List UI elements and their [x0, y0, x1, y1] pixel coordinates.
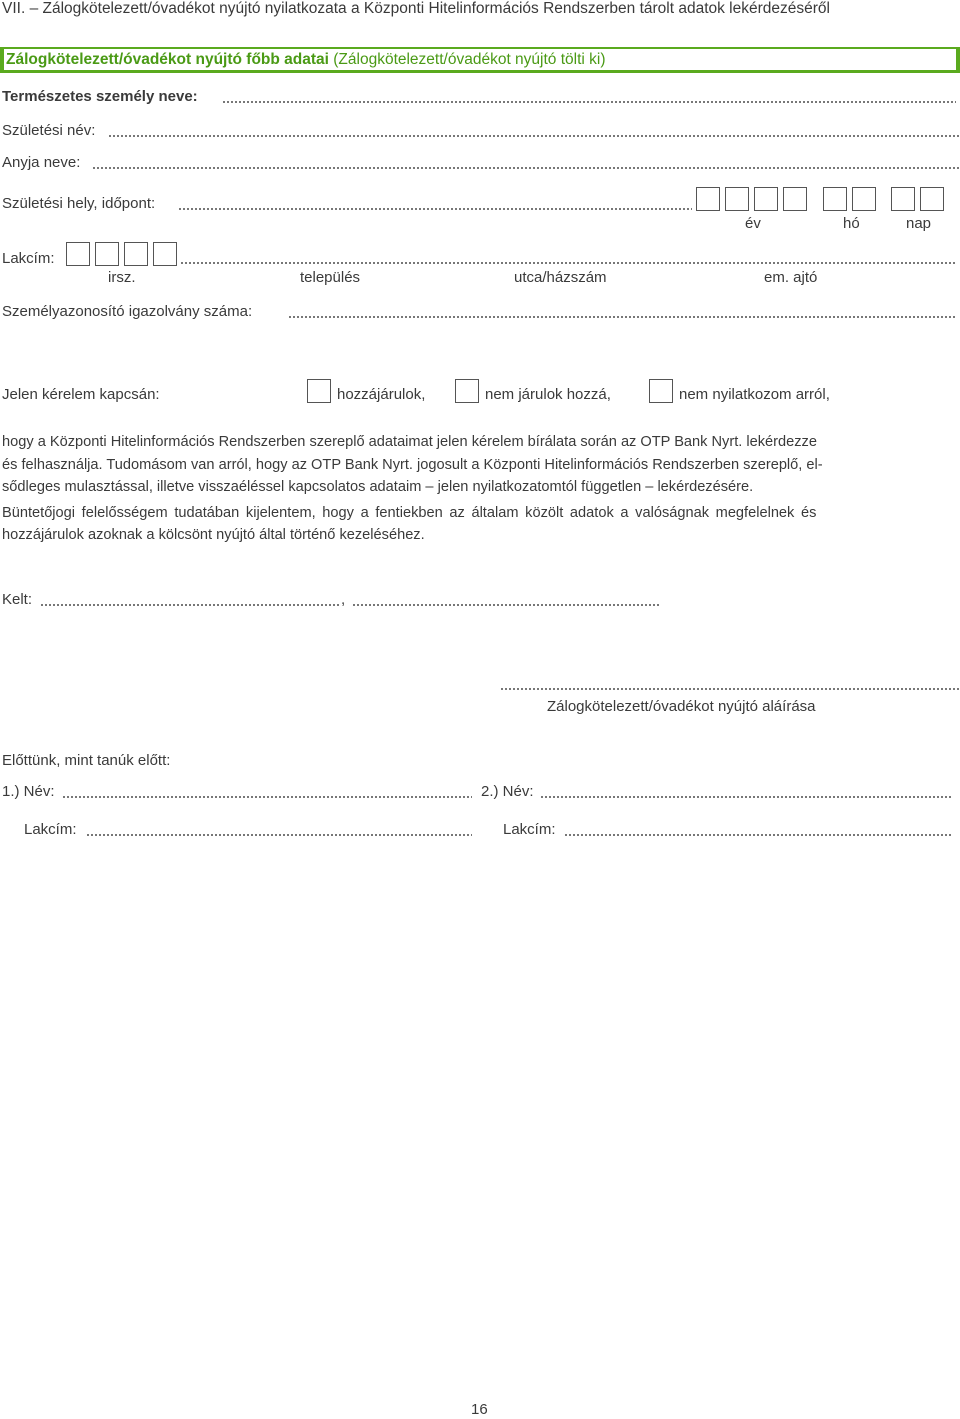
section-title: VII. – Zálogkötelezett/óvadékot nyújtó nyilatkozata a Központi Hitelinformációs Rendszerben tárolt adatok lekérdezéséről	[2, 0, 830, 17]
zip-caption: irsz.	[108, 269, 136, 286]
year-digit-box-4[interactable]	[783, 187, 807, 211]
paragraph-1-line-1: hogy a Központi Hitelinformációs Rendszerben szereplő adataimat jelen kérelem bírálata során az OTP Bank Nyrt. lekérdezze	[2, 434, 817, 450]
agree-checkbox[interactable]	[307, 379, 331, 403]
dated-label: Kelt:	[2, 591, 33, 608]
natural-person-name-field[interactable]	[222, 101, 956, 103]
year-digit-box-1[interactable]	[696, 187, 720, 211]
year-digit-box-2[interactable]	[725, 187, 749, 211]
witness-1-name-field[interactable]	[62, 796, 472, 798]
month-digit-box-1[interactable]	[823, 187, 847, 211]
natural-person-name-label: Természetes személy neve:	[2, 88, 198, 105]
witness-2-name-label: 2.) Név:	[481, 783, 534, 800]
dated-comma: ,	[341, 591, 346, 608]
birth-name-label: Születési név:	[2, 122, 96, 139]
section-heading: Zálogkötelezett/óvadékot nyújtó főbb adatai (Zálogkötelezett/óvadékot nyújtó tölti ki)	[6, 51, 606, 68]
consent-prompt: Jelen kérelem kapcsán:	[2, 386, 160, 403]
disagree-checkbox[interactable]	[455, 379, 479, 403]
page-number: 16	[471, 1401, 488, 1418]
birth-place-field[interactable]	[178, 208, 692, 210]
dated-place-field[interactable]	[40, 604, 340, 606]
id-card-label: Személyazonosító igazolvány száma:	[2, 303, 253, 320]
birth-name-field[interactable]	[108, 135, 960, 137]
paragraph-2-line-2: hozzájárulok azoknak a kölcsönt nyújtó által történő kezeléséhez.	[2, 527, 425, 543]
month-digit-box-2[interactable]	[852, 187, 876, 211]
witness-2-address-field[interactable]	[564, 834, 952, 836]
street-caption: utca/házszám	[514, 269, 607, 286]
witness-1-address-field[interactable]	[86, 834, 472, 836]
city-caption: település	[300, 269, 361, 286]
signature-label: Zálogkötelezett/óvadékot nyújtó aláírása	[547, 698, 816, 715]
disagree-label: nem járulok hozzá,	[485, 386, 611, 403]
paragraph-2-line-1: Büntetőjogi felelősségem tudatában kijelentem, hogy a fentiekben az általam közölt adatok a valóságnak megfelelnek és	[2, 505, 817, 521]
witness-1-address-label: Lakcím:	[24, 821, 77, 838]
mother-name-label: Anyja neve:	[2, 154, 81, 171]
day-digit-box-1[interactable]	[891, 187, 915, 211]
year-digit-box-3[interactable]	[754, 187, 778, 211]
dated-date-field[interactable]	[352, 604, 660, 606]
year-caption: év	[745, 215, 761, 232]
paragraph-1-line-2: és felhasználja. Tudomásom van arról, hogy az OTP Bank Nyrt. jogosult a Központi Hitelinformációs Rendszerben szereplő, el-	[2, 457, 823, 473]
agree-label: hozzájárulok,	[337, 386, 426, 403]
id-card-field[interactable]	[288, 316, 956, 318]
witnesses-label: Előttünk, mint tanúk előtt:	[2, 752, 171, 769]
address-field[interactable]	[180, 262, 956, 264]
zip-digit-box-3[interactable]	[124, 242, 148, 266]
witness-2-address-label: Lakcím:	[503, 821, 556, 838]
no-statement-checkbox[interactable]	[649, 379, 673, 403]
signature-field[interactable]	[500, 688, 960, 690]
floor-door-caption: em. ajtó	[764, 269, 818, 286]
paragraph-1-line-3: sődleges mulasztással, illetve visszaéléssel kapcsolatos adataim – jelen nyilatkozatomtól független – lekérdezésére.	[2, 479, 754, 495]
mother-name-field[interactable]	[92, 167, 960, 169]
address-label: Lakcím:	[2, 250, 55, 267]
birth-place-date-label: Születési hely, időpont:	[2, 195, 156, 212]
zip-digit-box-1[interactable]	[66, 242, 90, 266]
no-statement-label: nem nyilatkozom arról,	[679, 386, 830, 403]
day-caption: nap	[906, 215, 932, 232]
section-heading-bar	[0, 47, 960, 73]
witness-1-name-label: 1.) Név:	[2, 783, 55, 800]
witness-2-name-field[interactable]	[540, 796, 952, 798]
day-digit-box-2[interactable]	[920, 187, 944, 211]
zip-digit-box-4[interactable]	[153, 242, 177, 266]
zip-digit-box-2[interactable]	[95, 242, 119, 266]
month-caption: hó	[843, 215, 860, 232]
